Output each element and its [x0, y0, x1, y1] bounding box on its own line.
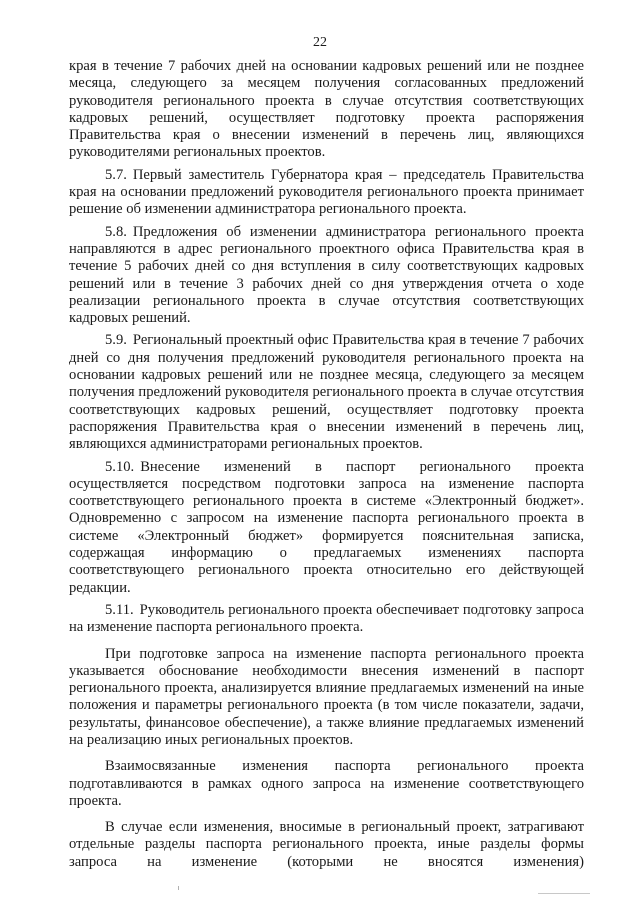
- paragraph-text: Первый заместитель Губернатора края – председатель Правительства края на основании предложений руководителя регионального проекта принимает решение об изменении администратора регионального проекта.: [69, 166, 584, 218]
- paragraph-5-7: [69, 167, 584, 219]
- paragraph-text: Предложения об изменении администратора регионального проекта направляются в адрес регионального проектного офиса Правительства края в течение 5 рабочих дней со дня вступления в силу соответствующих кадровых решений или в течение 3 рабочих дней со дня утверждения отчета о ходе реализации регионального проекта в случае отсутствия соответствующих кадровых решений.: [69, 223, 584, 327]
- paragraph-text: Взаимосвязанные изменения паспорта регионального проекта подготавливаются в рамках одного запроса на изменение соответствующего проекта.: [69, 758, 584, 809]
- paragraph-continuation: [69, 58, 584, 162]
- paragraph-5-11: [69, 602, 584, 637]
- paragraph-5-8: [69, 224, 584, 328]
- scan-rule: [538, 893, 590, 894]
- paragraph-sections-case: [69, 819, 584, 871]
- document-body: [69, 58, 584, 871]
- clause-number: 5.8.: [105, 223, 127, 240]
- clause-number: 5.9.: [105, 332, 127, 349]
- paragraph-text: Внесение изменений в паспорт регионального проекта осуществляется посредством подготовки запроса на изменение паспорта соответствующего регионального проекта в системе «Электронный бюджет». Одновременно с запросом на изменение паспорта регионального проекта в системе «Электронный бюджет» формируется пояснительная записка, содержащая информацию о предлагаемых изменениях паспорта соответствующего регионального проекта относительно его действующей редакции.: [69, 458, 584, 596]
- paragraph-5-9: [69, 332, 584, 453]
- paragraph-text: При подготовке запроса на изменение паспорта регионального проекта указывается обоснование необходимости внесения изменений в паспорт регионального проекта, анализируется влияние предлагаемых изменений на иные положения и параметры регионального проекта (в том числе показатели, задачи, результаты, финансовое обеспечение), а также влияние предлагаемых изменений на реализацию иных региональных проектов.: [69, 645, 584, 748]
- paragraph-text: Руководитель регионального проекта обеспечивает подготовку запроса на изменение паспорта регионального проекта.: [69, 601, 584, 636]
- page-number: 22: [313, 35, 327, 50]
- paragraph-text: В случае если изменения, вносимые в региональный проект, затрагивают отдельные разделы паспорта регионального проекта, иные разделы формы запроса на изменение (которыми не вносятся изменения): [69, 819, 584, 870]
- clause-number: 5.11.: [105, 601, 134, 618]
- clause-number: 5.7.: [105, 166, 127, 183]
- paragraph-5-10: [69, 459, 584, 597]
- scan-mark: [178, 886, 179, 890]
- paragraph-text: Региональный проектный офис Правительства края в течение 7 рабочих дней со дня получения предложений руководителя регионального проекта на основании кадровых решений или не позднее месяца, следующего за месяцем получения предложений руководителя регионального проекта в случае отсутствия соответствующих кадровых решений, осуществляет подготовку проекта распоряжения Правительства края о внесении изменений в перечень лиц, являющихся администраторами региональных проектов.: [69, 332, 584, 453]
- paragraph-text: края в течение 7 рабочих дней на основании кадровых решений или не позднее месяца, следующего за месяцем получения согласованных предложений руководителя регионального проекта в случае отсутствия соответствующих кадровых решений, осуществляет подготовку проекта распоряжения Правительства края о внесении изменений в перечень лиц, являющихся руководителями региональных проектов.: [69, 58, 584, 161]
- paragraph-request-preparation: [69, 646, 584, 750]
- clause-number: 5.10.: [105, 458, 135, 475]
- paragraph-related-changes: [69, 758, 584, 810]
